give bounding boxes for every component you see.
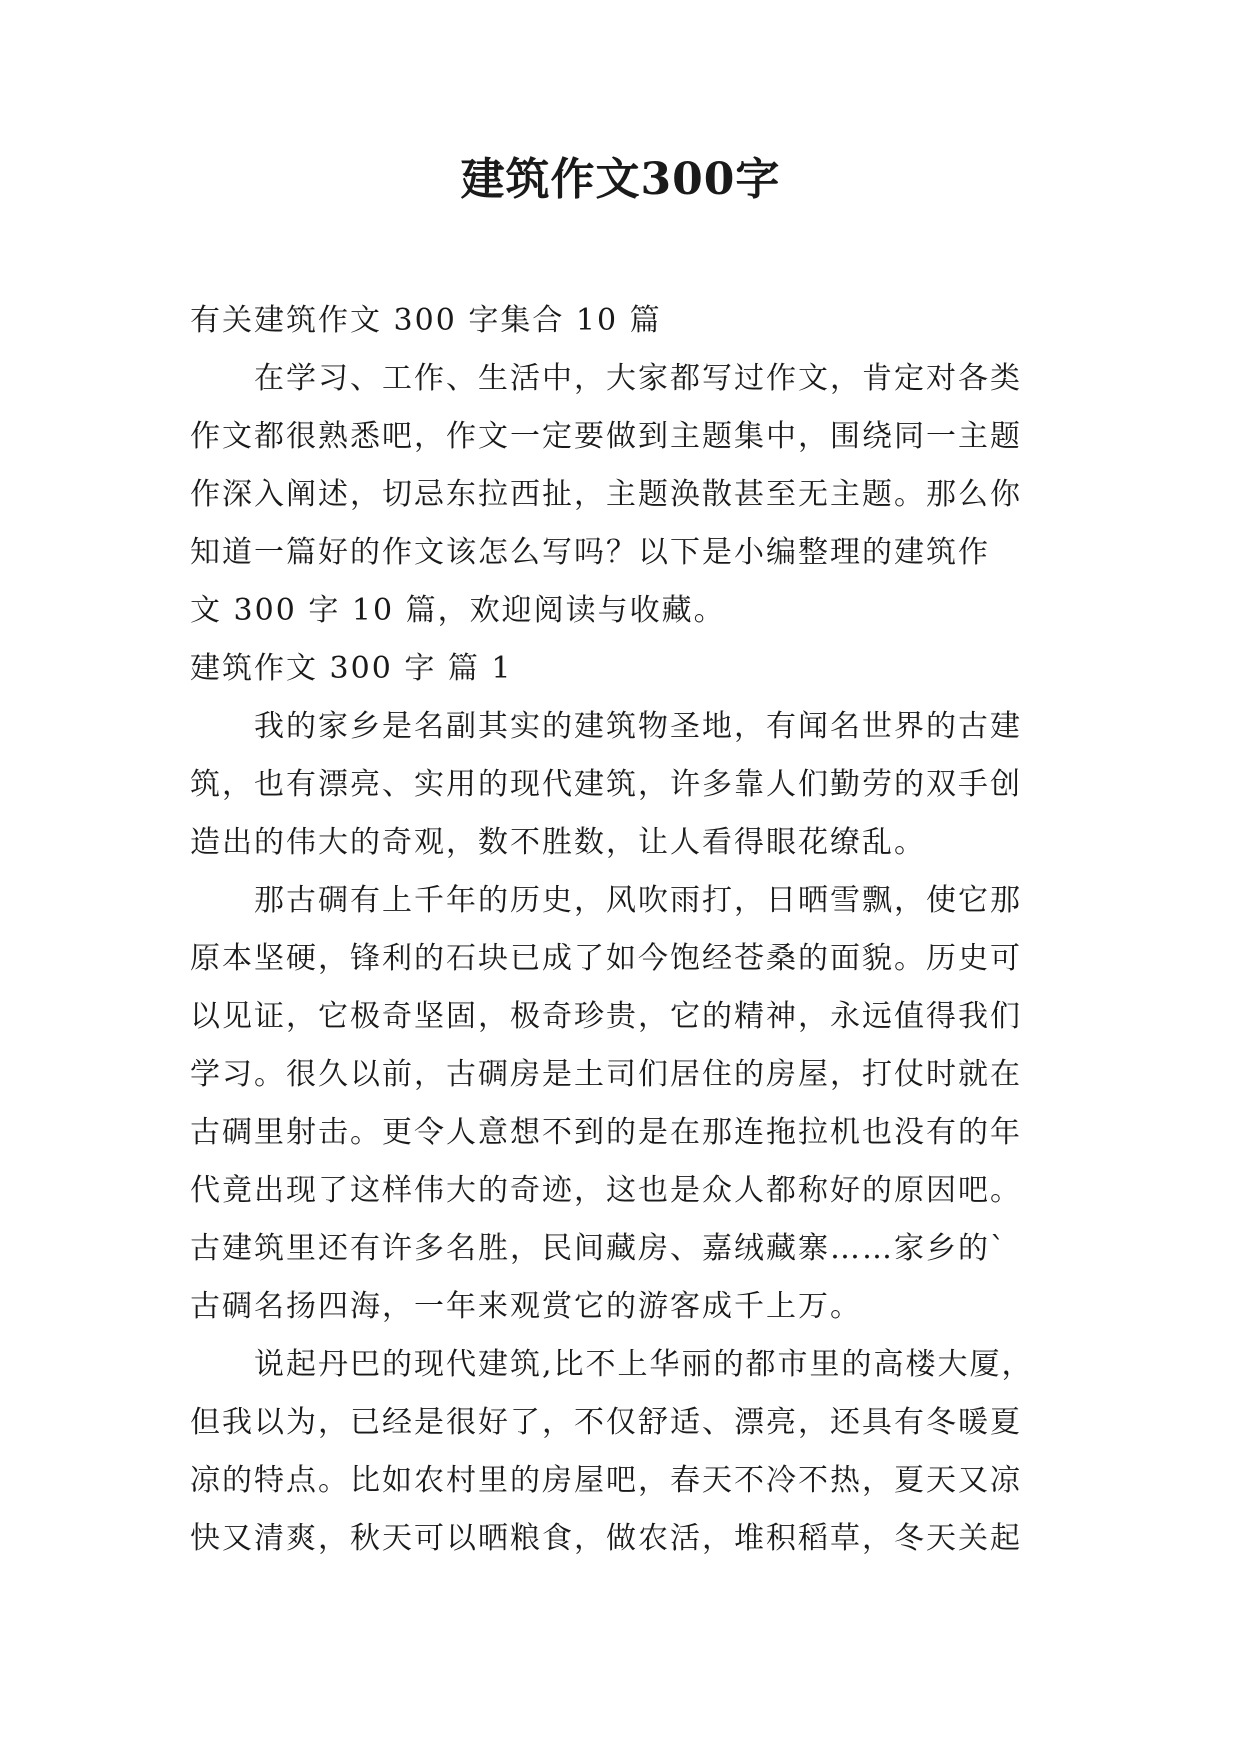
text-line: 那古碉有上千年的历史，风吹雨打，日晒雪飘，使它那 [254, 883, 1022, 918]
text-line: 代竟出现了这样伟大的奇迹，这也是众人都称好的原因吧。 [190, 1173, 1022, 1208]
document-body [190, 292, 1050, 1568]
text-line: 建筑作文 300 字 篇 1 [190, 651, 513, 686]
text-line: 文 300 字 10 篇，欢迎阅读与收藏。 [190, 593, 726, 628]
text-line: 作文都很熟悉吧，作文一定要做到主题集中，围绕同一主题 [190, 419, 1022, 454]
text-line: 原本坚硬，锋利的石块已成了如今饱经苍桑的面貌。历史可 [190, 941, 1022, 976]
text-line: 古碉里射击。更令人意想不到的是在那连拖拉机也没有的年 [190, 1115, 1022, 1150]
text-line: 学习。很久以前，古碉房是土司们居住的房屋，打仗时就在 [190, 1057, 1022, 1092]
text-line: 筑，也有漂亮、实用的现代建筑，许多靠人们勤劳的双手创 [190, 767, 1022, 802]
text-line: 有关建筑作文 300 字集合 10 篇 [190, 303, 662, 338]
text-line: 古建筑里还有许多名胜，民间藏房、嘉绒藏寨……家乡的` [190, 1231, 1007, 1266]
text-line: 我的家乡是名副其实的建筑物圣地，有闻名世界的古建 [254, 709, 1022, 744]
text-line: 快又清爽，秋天可以晒粮食，做农活，堆积稻草，冬天关起 [190, 1521, 1022, 1556]
text-line: 古碉名扬四海，一年来观赏它的游客成千上万。 [190, 1289, 862, 1324]
text-line: 知道一篇好的作文该怎么写吗？以下是小编整理的建筑作 [190, 535, 990, 570]
text-line: 说起丹巴的现代建筑,比不上华丽的都市里的高楼大厦， [254, 1347, 1034, 1382]
text-line: 凉的特点。比如农村里的房屋吧，春天不冷不热，夏天又凉 [190, 1463, 1022, 1498]
page-title: 建筑作文300字 [460, 154, 781, 205]
text-line: 以见证，它极奇坚固，极奇珍贵，它的精神，永远值得我们 [190, 999, 1022, 1034]
text-line: 在学习、工作、生活中，大家都写过作文，肯定对各类 [254, 361, 1022, 396]
text-line: 造出的伟大的奇观，数不胜数，让人看得眼花缭乱。 [190, 825, 926, 860]
text-line: 作深入阐述，切忌东拉西扯，主题涣散甚至无主题。那么你 [190, 477, 1022, 512]
text-line: 但我以为，已经是很好了，不仅舒适、漂亮，还具有冬暖夏 [190, 1405, 1022, 1440]
